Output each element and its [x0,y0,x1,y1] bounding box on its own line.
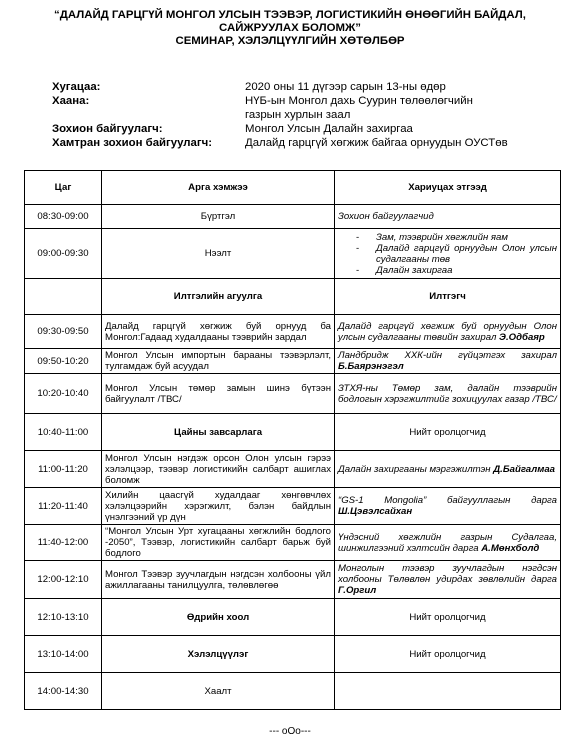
title-line-3: СЕМИНАР, ХЭЛЭЛЦҮҮЛГИЙН ХӨТӨЛБӨР [175,35,405,47]
row-responsible: ЗТХЯ-ны Төмөр зам, далайн тээврийн бодлогын хэрэгжилтийг зохицуулах газар /ТВС/ [335,374,561,414]
speaker-name: Д.Байгалмаа [493,463,555,475]
row-time: 10:40-11:00 [25,414,102,451]
responsible-text: Далайд гарцгүй хөгжиж буй орнуудын Олон улсын судалгааны төвийн захирал [338,320,557,343]
table-row [25,229,561,279]
speaker-name: Ш.Цэвэлсайхан [338,506,413,517]
section-title: Цайны завсарлага [102,414,335,451]
responsible-text: Ландбридж ХХК-ийн гүйцэтгэх захирал [338,350,557,361]
info-value: 2020 оны 11 дүгээр сарын 13-ны өдөр [245,81,446,93]
table-row [25,451,561,488]
info-row-co-organizer [52,136,515,150]
section-row [25,636,561,673]
section-title: Илтгэлийн агуулга [102,279,335,315]
row-activity: Монгол Улсын нэгдэж орсон Олон улсын гэрээ хэлэлцээр, тээвэр логистикийн салбарт ашиглах боломж [102,451,335,488]
row-responsible [335,673,561,710]
responsible-text: Монголын тээвэр зуучлагдын нэгдсэн холбооны Төлөвлөн удирдах зөвлөлийн дарга [338,563,557,585]
table-row [25,488,561,525]
section-title: Хэлэлцүүлэг [102,636,335,673]
info-row-place-cont [52,108,515,122]
table-header-row [25,171,561,205]
row-time: 11:00-11:20 [25,451,102,488]
row-activity: Хаалт [102,673,335,710]
event-info [52,80,515,150]
speaker-name: Б.Баярэнэгэл [338,361,404,372]
section-row [25,414,561,451]
row-time: 13:10-14:00 [25,636,102,673]
row-responsible [335,561,561,599]
info-row-date [52,80,515,94]
table-row [25,205,561,229]
list-item: - Далайн захиргаа [338,265,557,276]
info-key: Хугацаа: [52,81,101,93]
table-row [25,673,561,710]
row-activity: Далайд гарцгүй хөгжиж буй орнууд ба Монгол:Гадаад худалдааны тээврийн зардал [102,315,335,349]
title-line-1: “ДАЛАЙД ГАРЦГҮЙ МОНГОЛ УЛСЫН ТЭЭВЭР, ЛОГИСТИКИЙН ӨНӨӨГИЙН БАЙДАЛ, [54,9,526,21]
table-row [25,315,561,349]
responsible-text: Далайн захиргааны мэргэжилтэн [338,463,491,475]
row-activity: Монгол Улсын импортын барааны тээвэрлэлт, тулгамдаж буй асуудал [102,349,335,374]
speaker-name: А.Мөнхболд [481,542,540,554]
info-row-organizer [52,122,515,136]
row-responsible: Зохион байгуулагчид [335,205,561,229]
section-row [25,279,561,315]
section-title-right: Нийт оролцогчид [335,636,561,673]
row-time: 11:40-12:00 [25,525,102,561]
row-activity: Монгол Тээвэр зуучлагдын нэгдсэн холбооны үйл ажиллагааны танилцуулга, төлөвлөгөө [102,561,335,599]
section-title-right: Нийт оролцогчид [335,599,561,636]
info-key: Хамтран зохион байгуулагч: [52,137,213,149]
row-time: 12:00-12:10 [25,561,102,599]
row-activity: Монгол Улсын төмөр замын шинэ бүтээн байгуулалт /ТВС/ [102,374,335,414]
row-responsible [335,349,561,374]
title-line-2: САЙЖРУУЛАХ БОЛОМЖ” [219,22,361,34]
table-row [25,374,561,414]
responsible-text: Үндэсний хөгжлийн газрын Судалгаа, шинжилгээний хэлтсийн дарга [338,531,557,554]
row-responsible [335,451,561,488]
table-row [25,525,561,561]
info-value: НҮБ-ын Монгол дахь Суурин төлөөлөгчийн [245,95,473,107]
info-value: газрын хурлын заал [245,109,351,121]
list-item: - Далайд гарцгүй орнуудын Олон улсын судалгааны төв [338,243,557,265]
table-row [25,561,561,599]
row-responsible [335,315,561,349]
section-row [25,599,561,636]
row-time: 12:10-13:10 [25,599,102,636]
info-value: Монгол Улсын Далайн захиргаа [245,123,413,135]
row-activity: Нээлт [102,229,335,279]
speaker-name: Э.Одбаяр [499,331,545,343]
info-key: Зохион байгуулагч: [52,123,163,135]
section-title: Өдрийн хоол [102,599,335,636]
section-title-right: Илтгэгч [335,279,561,315]
row-time: 09:00-09:30 [25,229,102,279]
row-time: 14:00-14:30 [25,673,102,710]
header-responsible: Хариуцах этгээд [335,171,561,205]
row-responsible [335,229,561,279]
document-title [20,9,560,48]
responsible-text: “GS-1 Mongolia” байгууллагын дарга [338,495,557,506]
info-row-place [52,94,515,108]
footer-ornament: --- oOo--- [269,726,311,737]
row-time: 08:30-09:00 [25,205,102,229]
row-time: 10:20-10:40 [25,374,102,414]
schedule-table [24,170,561,710]
row-activity: Бүртгэл [102,205,335,229]
row-activity: “Монгол Улсын Урт хугацааны хөгжлийн бодлого -2050”, Тээвэр, логистикийн салбарт барьж буй бодлого [102,525,335,561]
row-responsible [335,525,561,561]
info-key: Хаана: [52,95,90,107]
info-key [52,108,245,122]
section-title-right: Нийт оролцогчид [335,414,561,451]
row-time: 09:30-09:50 [25,315,102,349]
table-row [25,349,561,374]
list-item: - Зам, тээврийн хөгжлийн яам [338,232,557,243]
row-activity: Хилийн цаасгүй худалдааг хөнгөвчлөх хэлэлцээрийн хэрэгжилт, бэлэн байдлын үнэлгээний үр дүн [102,488,335,525]
header-time: Цаг [25,171,102,205]
info-value: Далайд гарцгүй хөгжиж байгаа орнуудын ОУСТөв [245,137,508,149]
row-time: 11:20-11:40 [25,488,102,525]
header-activity: Арга хэмжээ [102,171,335,205]
row-time-empty [25,279,102,315]
row-responsible [335,488,561,525]
responsible-list [338,232,557,276]
speaker-name: Г.Оргил [338,585,377,596]
row-time: 09:50-10:20 [25,349,102,374]
